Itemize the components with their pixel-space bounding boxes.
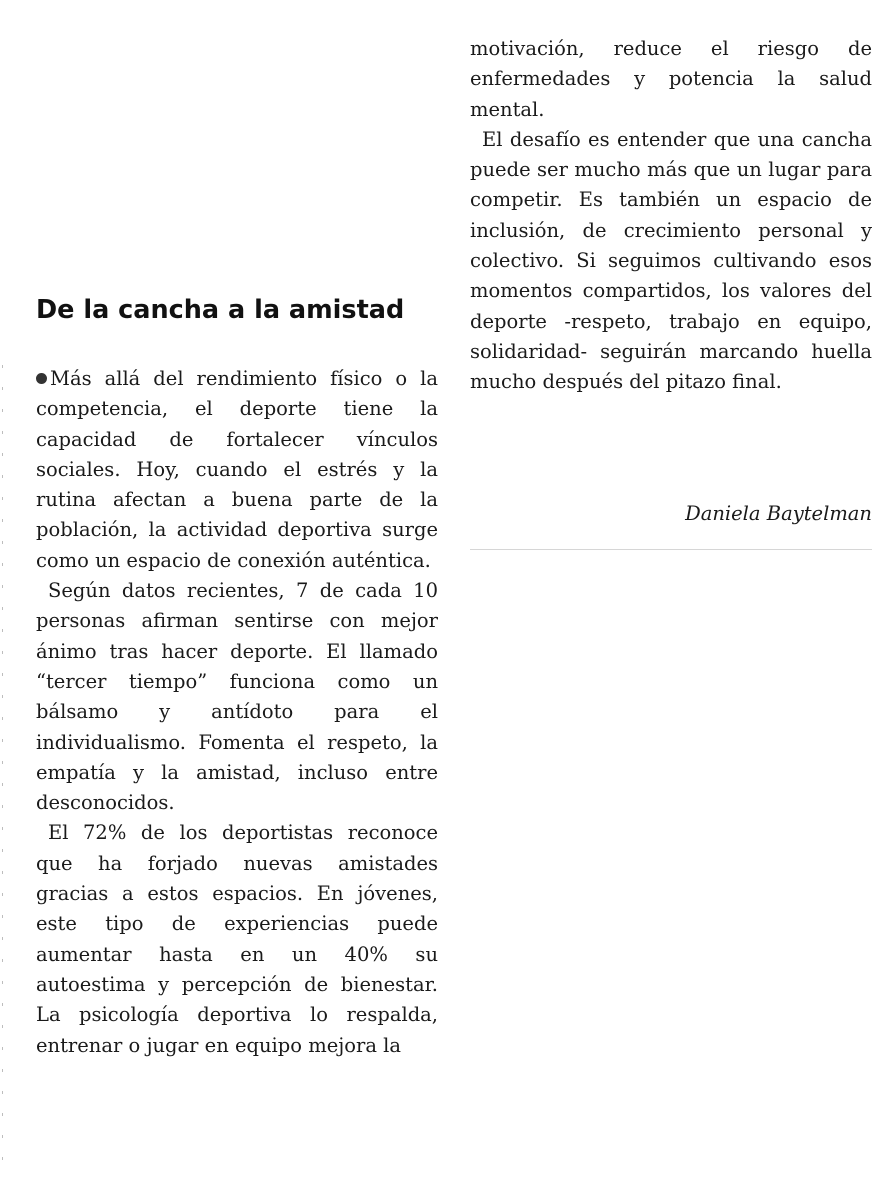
- paragraph-5: El desafío es entender que una cancha puede ser mucho más que un lugar para competir. Es también un espacio de inclusión, de crecimiento personal y colectivo. Si seguimos cultivando esos momentos compartidos, los valores del deporte -respeto, trabajo en equipo, solidaridad- seguirán marcando huella mucho después del pitazo final.: [470, 127, 872, 394]
- paragraph-4: motivación, reduce el riesgo de enfermedades y potencia la salud mental.: [470, 37, 872, 121]
- article-headline: De la cancha a la amistad: [36, 295, 405, 325]
- author-byline: Daniela Baytelman: [685, 502, 872, 525]
- left-column: [36, 364, 438, 1061]
- paragraph-1-wrapper: [36, 364, 438, 576]
- paragraph-2: Según datos recientes, 7 de cada 10 personas afirman sentirse con mejor ánimo tras hacer deporte. El llamado “tercer tiempo” funciona como un bálsamo y antídoto para el individualismo. Fomenta el respeto, la empatía y la amistad, incluso entre desconocidos.: [36, 579, 438, 815]
- section-divider: [470, 549, 872, 550]
- bullet-icon: [36, 373, 47, 384]
- right-column: [470, 34, 872, 398]
- column-rule: [2, 365, 3, 1165]
- paragraph-1: Más allá del rendimiento físico o la competencia, el deporte tiene la capacidad de fortalecer vínculos sociales. Hoy, cuando el estrés y la rutina afectan a buena parte de la población, la actividad deportiva surge como un espacio de conexión auténtica.: [36, 367, 438, 572]
- paragraph-3: El 72% de los deportistas reconoce que ha forjado nuevas amistades gracias a estos espacios. En jóvenes, este tipo de experiencias puede aumentar hasta en un 40% su autoestima y percepción de bienestar. La psicología deportiva lo respalda, entrenar o jugar en equipo mejora la: [36, 821, 438, 1057]
